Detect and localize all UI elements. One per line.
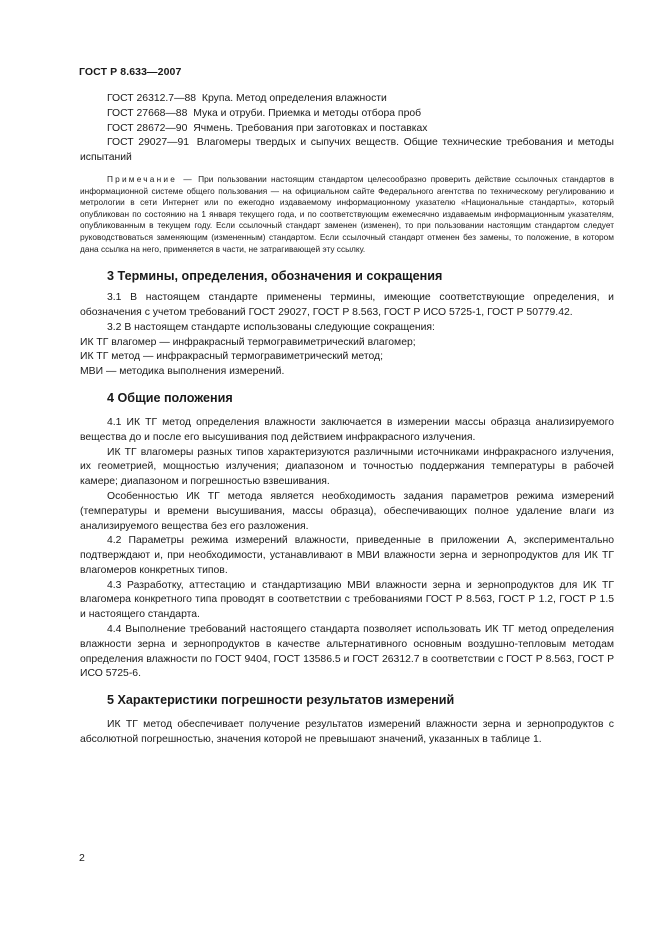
section-4-paragraph: 4.3 Разработку, аттестацию и стандартизацию МВИ влажности зерна и зернопродуктов для ИК ТГ влагомера конкретного типа проводят в соответствии с требованиями ГОСТ Р 8.563, ГОСТ Р 1.2, ГОСТ Р 1.5 и настоящего стандарта.: [80, 579, 614, 621]
section-4-heading: 4 Общие положения: [107, 390, 233, 405]
reference-item: [80, 136, 614, 166]
abbreviation-item: ИК ТГ метод — инфракрасный термогравиметрический метод;: [80, 351, 383, 363]
references-list: [80, 92, 614, 166]
reference-item: [80, 92, 614, 107]
reference-title: Ячмень. Требования при заготовках и поставках: [193, 122, 428, 134]
document-header: ГОСТ Р 8.633—2007: [79, 66, 182, 78]
section-3-paragraph: 3.2 В настоящем стандарте использованы следующие сокращения:: [107, 321, 435, 333]
note-label: Примечание —: [107, 173, 194, 184]
section-5-heading: 5 Характеристики погрешности результатов измерений: [107, 693, 455, 708]
reference-title: Крупа. Метод определения влажности: [201, 93, 387, 104]
section-5-paragraph: ИК ТГ метод обеспечивает получение результатов измерений влажности зерна и зернопродуктов с абсолютной погрешностью, значения которой не превышают значений, указанных в таблице 1.: [80, 719, 614, 746]
section-4-paragraph: 4.4 Выполнение требований настоящего стандарта позволяет использовать ИК ТГ метод определения влажности зерна и зернопродуктов в качестве альтернативного основным воздушно-тепловым методам определения влажности по ГОСТ 9404, ГОСТ 13586.5 и ГОСТ 26312.7 в соответствии с ГОСТ Р 8.563, ГОСТ Р ИСО 5725-6.: [80, 624, 614, 680]
reference-code: ГОСТ 28672—90: [107, 122, 188, 134]
section-4-paragraph: ИК ТГ влагомеры разных типов характеризуются различными источниками инфракрасного излучения, их геометрией, мощностью излучения; диапазоном и точностью поддержания температуры в рабочей камере; диапазоном и погрешностью взвешивания.: [80, 446, 614, 488]
reference-title: Влагомеры твердых и сыпучих веществ. Общие технические требования и методы испытаний: [80, 137, 615, 164]
abbreviation-item: МВИ — методика выполнения измерений.: [80, 366, 285, 378]
reference-item: [80, 107, 614, 122]
note-block: [80, 174, 614, 255]
reference-title: Мука и отруби. Приемка и методы отбора проб: [193, 107, 422, 119]
note-text: При пользовании настоящим стандартом целесообразно проверить действие ссылочных стандартов в информационной системе общего пользования — на официальном сайте Федерального агентства по техническому регулированию и метрологии в сети Интернет или по ежегодно издаваемому информационному указателю «Национальные стандарты», который опубликован по состоянию на 1 января текущего года, и по соответствующим ежемесячно издаваемым информационным указателям, опубликованным в текущем году. Если ссылочный стандарт заменен (изменен), то при пользовании настоящим стандартом следует руководствоваться заменяющим (измененным) стандартом. Если ссылочный стандарт отменен без замены, то положение, в котором дана ссылка на него, применяется в части, не затрагивающей эту ссылку.: [80, 173, 614, 254]
reference-item: [80, 122, 614, 137]
reference-code: ГОСТ 27668—88: [107, 107, 188, 119]
reference-code: ГОСТ 26312.7—88: [107, 93, 197, 104]
section-3-paragraph: 3.1 В настоящем стандарте применены термины, имеющие соответствующие определения, и обозначения с учетом требований ГОСТ 29027, ГОСТ Р 8.563, ГОСТ Р ИСО 5725-1, ГОСТ Р 50779.42.: [80, 292, 614, 318]
section-4-paragraph: 4.1 ИК ТГ метод определения влажности заключается в измерении массы образца анализируемого вещества до и после его высушивания под действием инфракрасного излучения.: [80, 416, 614, 443]
reference-code: ГОСТ 29027—91: [107, 137, 190, 149]
document-body: [80, 92, 614, 748]
section-4-paragraph: Особенностью ИК ТГ метода является необходимость задания параметров режима измерений (температуры и времени высушивания, массы образца), обеспечивающих полное удаление влаги из анализируемого вещества без его разложения.: [80, 490, 614, 532]
abbreviation-item: ИК ТГ влагомер — инфракрасный термогравиметрический влагомер;: [80, 336, 416, 348]
section-4-paragraph: 4.2 Параметры режима измерений влажности, приведенные в приложении А, экспериментально подтверждают и, при необходимости, устанавливают в МВИ влажности зерна и зернопродуктов для ИК ТГ влагомеров конкретных типов.: [80, 535, 614, 576]
page-number: 2: [79, 852, 85, 864]
section-3-heading: 3 Термины, определения, обозначения и сокращения: [107, 269, 443, 284]
